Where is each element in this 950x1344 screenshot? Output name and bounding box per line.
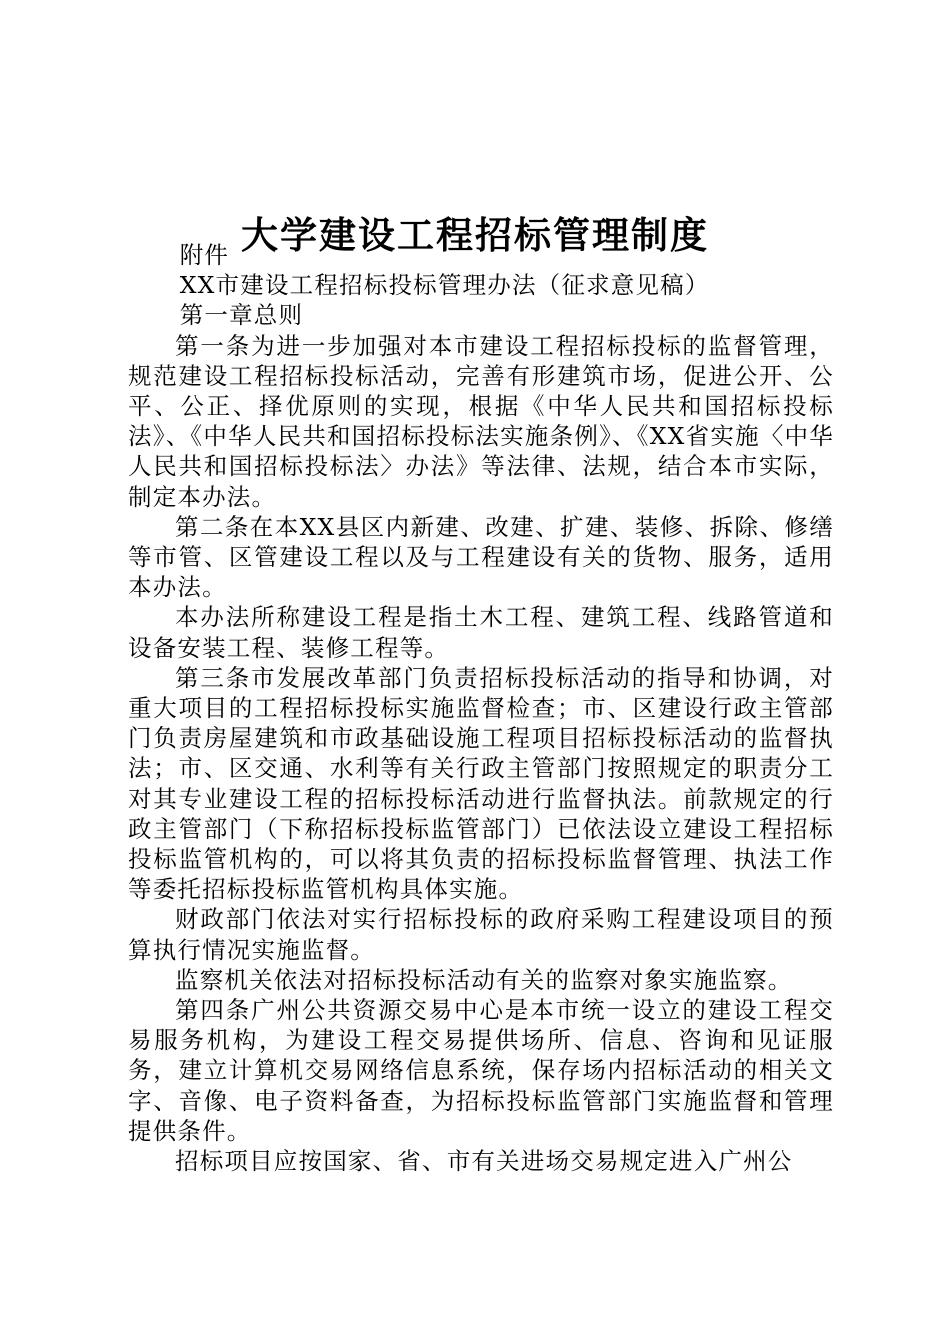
paragraph-article-4: 第四条广州公共资源交易中心是本市统一设立的建设工程交易服务机构，为建设工程交易提供场所、信息、咨询和见证服务，建立计算机交易网络信息系统，保存场内招标活动的相关文字、音像、电子资料备查，为招标投标监管部门实施监督和管理提供条件。: [128, 996, 834, 1145]
document-body: [128, 240, 834, 1176]
paragraph-supervision: 监察机关依法对招标投标活动有关的监察对象实施监察。: [175, 965, 793, 994]
paragraph-article-2: 第二条在本XX县区内新建、改建、扩建、装修、拆除、修缮等市管、区管建设工程以及与工程建设有关的货物、服务，适用本办法。: [128, 512, 834, 602]
paragraph-project-entry: 招标项目应按国家、省、市有关进场交易规定进入广州公: [175, 1147, 793, 1176]
paragraph-article-3: 第三条市发展改革部门负责招标投标活动的指导和协调，对重大项目的工程招标投标实施监督检查；市、区建设行政主管部门负责房屋建筑和市政基础设施工程项目招标投标活动的监督执法；市、区交通、水利等有关行政主管部门按照规定的职责分工对其专业建设工程的招标投标活动进行监督执法。前款规定的行政主管部门（下称招标投标监管部门）已依法设立建设工程招标投标监管机构的，可以将其负责的招标投标监督管理、执法工作等委托招标投标监管机构具体实施。: [128, 663, 834, 904]
chapter-heading: 第一章总则: [179, 301, 304, 330]
paragraph-finance: 财政部门依法对实行招标投标的政府采购工程建设项目的预算执行情况实施监督。: [128, 905, 834, 964]
paragraph-article-1: 第一条为进一步加强对本市建设工程招标投标的监督管理，规范建设工程招标投标活动，完善有形建筑市场，促进公开、公平、公正、择优原则的实现，根据《中华人民共和国招标投标法》、《中华人民共和国招标投标法实施条例》、《XX省实施〈中华人民共和国招标投标法〉办法》等法律、法规，结合本市实际，制定本办法。: [128, 331, 834, 511]
document-title: 大学建设工程招标管理制度: [241, 212, 709, 257]
paragraph-definition: 本办法所称建设工程是指土木工程、建筑工程、线路管道和设备安装工程、装修工程等。: [128, 603, 834, 662]
document-subtitle: XX市建设工程招标投标管理办法（征求意见稿）: [179, 271, 710, 300]
attachment-label: 附件: [179, 241, 230, 269]
